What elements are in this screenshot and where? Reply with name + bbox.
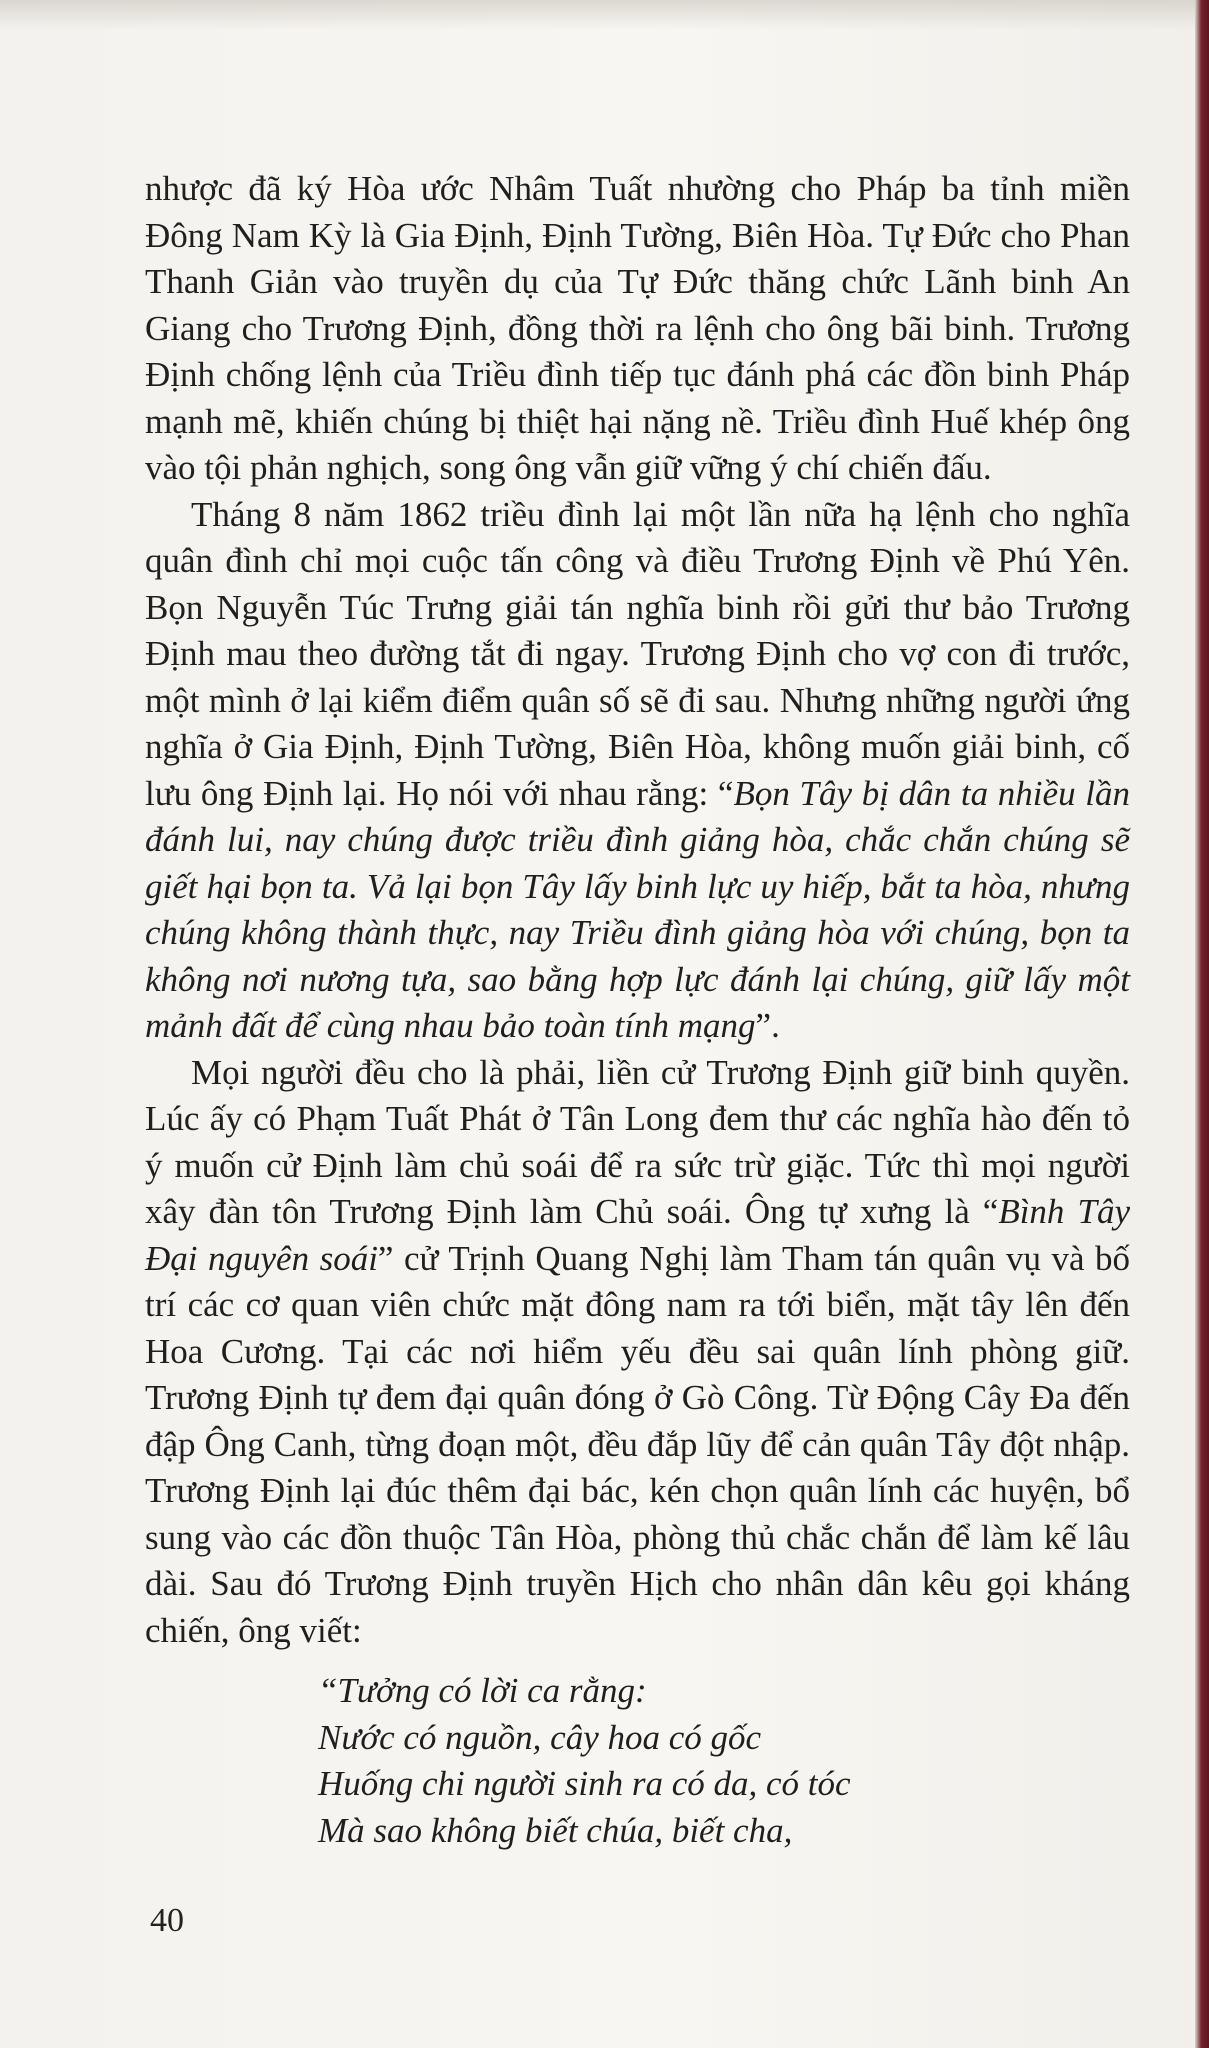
poem-excerpt bbox=[318, 1668, 1118, 1854]
page-number: 40 bbox=[150, 1902, 184, 1939]
poem-line: Huống chi người sinh ra có da, có tóc bbox=[318, 1764, 851, 1803]
poem-line: Nước có nguồn, cây hoa có gốc bbox=[318, 1717, 762, 1757]
paragraph-3-part-1: Mọi người đều cho là phải, liền cử Trương Định giữ binh quyền. Lúc ấy có Phạm Tuất Phát ở Tân Long đem thư các nghĩa hào đến tỏ ý muốn cử Định làm chủ soái để ra sức trừ giặc. Tức thì mọi người xây đàn tôn Trương Định làm Chủ soái. Ông tự xưng là “ bbox=[145, 1052, 1130, 1231]
paragraph-2-quote: Bọn Tây bị dân ta nhiều lần đánh lui, nay chúng được triều đình giảng hòa, chắc chắn chúng sẽ giết hại bọn ta. Vả lại bọn Tây lấy binh lực uy hiếp, bắt ta hòa, nhưng chúng không thành thực, nay Triều đình giảng hòa với chúng, bọn ta không nơi nương tựa, sao bằng hợp lực đánh lại chúng, giữ lấy một mảnh đất để cùng nhau bảo toàn tính mạng bbox=[145, 773, 1130, 1045]
paragraph-3 bbox=[145, 1050, 1130, 1655]
book-cover-edge bbox=[1195, 0, 1209, 2048]
page-top-shadow bbox=[0, 0, 1209, 30]
paragraph-3-part-2: ” cử Trịnh Quang Nghị làm Tham tán quân vụ và bố trí các cơ quan viên chức mặt đông nam ra tới biển, mặt tây lên đến Hoa Cương. Tại các nơi hiểm yếu đều sai quân lính phòng giữ. Trương Định tự đem đại quân đóng ở Gò Công. Từ Động Cây Đa đến đập Ông Canh, từng đoạn một, đều đắp lũy để cản quân Tây đột nhập. Trương Định lại đúc thêm đại bác, kén chọn quân lính các huyện, bổ sung vào các đồn thuộc Tân Hòa, phòng thủ chắc chắn để làm kế lâu dài. Sau đó Trương Định truyền Hịch cho nhân dân kêu gọi kháng chiến, ông viết: bbox=[145, 1238, 1130, 1650]
paragraph-2-intro: Tháng 8 năm 1862 triều đình lại một lần nữa hạ lệnh cho nghĩa quân đình chỉ mọi cuộc tấn công và điều Trương Định về Phú Yên. Bọn Nguyễn Túc Trưng giải tán nghĩa binh rồi gửi thư bảo Trương Định mau theo đường tắt đi ngay. Trương Định cho vợ con đi trước, một mình ở lại kiểm điểm quân số sẽ đi sau. Nhưng những người ứng nghĩa ở Gia Định, Định Tường, Biên Hòa, không muốn giải binh, cố lưu ông Định lại. Họ nói với nhau rằng: “ bbox=[145, 494, 1130, 813]
paragraph-1: nhược đã ký Hòa ước Nhâm Tuất nhường cho Pháp ba tỉnh miền Đông Nam Kỳ là Gia Định, Định Tường, Biên Hòa. Tự Đức cho Phan Thanh Giản vào truyền dụ của Tự Đức thăng chức Lãnh binh An Giang cho Trương Định, đồng thời ra lệnh cho ông bãi binh. Trương Định chống lệnh của Triều đình tiếp tục đánh phá các đồn binh Pháp mạnh mẽ, khiến chúng bị thiệt hại nặng nề. Triều đình Huế khép ông vào tội phản nghịch, song ông vẫn giữ vững ý chí chiến đấu. bbox=[145, 169, 1130, 487]
paragraph-2 bbox=[145, 492, 1130, 1050]
poem-line: “Tưởng có lời ca rằng: bbox=[318, 1671, 647, 1710]
paragraph-2-close: ”. bbox=[755, 1006, 780, 1045]
paragraph-3-title: Bình Tây Đại nguyên soái bbox=[145, 1192, 1130, 1278]
poem-line: Mà sao không biết chúa, biết cha, bbox=[318, 1810, 793, 1850]
body-text bbox=[145, 166, 1130, 1654]
